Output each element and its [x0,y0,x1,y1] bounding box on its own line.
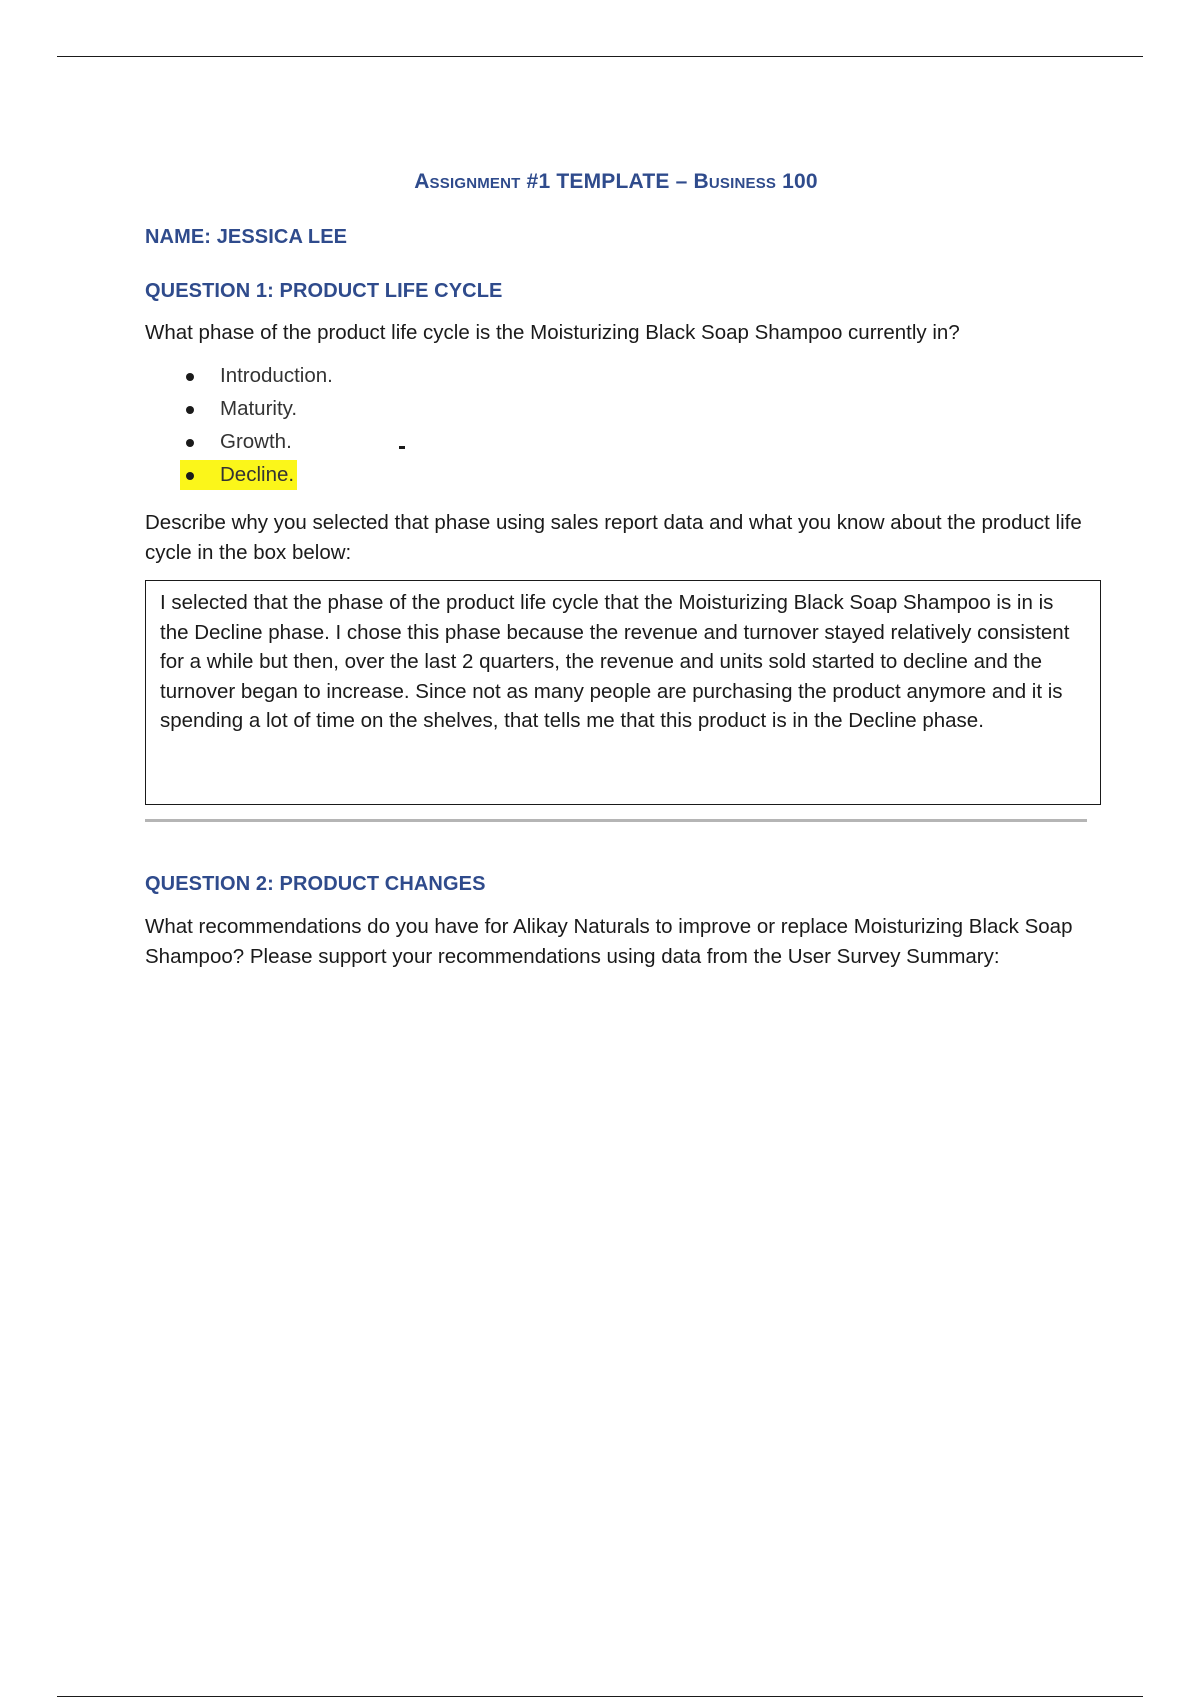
phase-option-label: Growth. [220,430,292,453]
bullet-icon [186,439,194,447]
bullet-icon [186,406,194,414]
page-bottom-rule [57,1696,1143,1697]
question-1-prompt: What phase of the product life cycle is the Moisturizing Black Soap Shampoo currently in? [145,321,960,344]
question-1-heading: QUESTION 1: PRODUCT LIFE CYCLE [145,280,503,302]
bullet-icon [186,373,194,381]
page-top-rule [57,56,1143,57]
stray-mark [399,446,405,449]
question-2-prompt: What recommendations do you have for Alikay Naturals to improve or replace Moisturizing Black Soap Shampoo? Please support your recommendations using data from the User Survey Summary: [145,915,1073,968]
answer-text: I selected that the phase of the product life cycle that the Moisturizing Black Soap Shampoo is in is the Decline phase. I chose this phase because the revenue and turnover stayed relatively consistent for a while but then, over the last 2 quarters, the revenue and units sold started to decline and the turnover began to increase. Since not as many people are purchasing the product anymore and it is spending a lot of time on the shelves, that tells me that this product is in the Decline phase. [160,591,1070,732]
section-separator [145,819,1087,822]
page-title: Assignment #1 TEMPLATE – Business 100 [414,170,818,193]
phase-option [178,359,333,392]
phase-option [178,392,333,425]
student-name: NAME: JESSICA LEE [145,226,348,248]
question-1-describe-prompt: Describe why you selected that phase using sales report data and what you know about the product life cycle in the box below: [145,511,1082,564]
phase-option-selected [178,458,333,491]
bullet-icon [186,472,194,480]
answer-box[interactable] [145,580,1101,805]
phase-options-list [178,359,333,491]
phase-option-label: Maturity. [220,397,298,420]
phase-option-label: Decline. [220,463,295,486]
phase-option-label: Introduction. [220,364,333,387]
question-2-heading: QUESTION 2: PRODUCT CHANGES [145,873,486,895]
phase-option [178,425,333,458]
